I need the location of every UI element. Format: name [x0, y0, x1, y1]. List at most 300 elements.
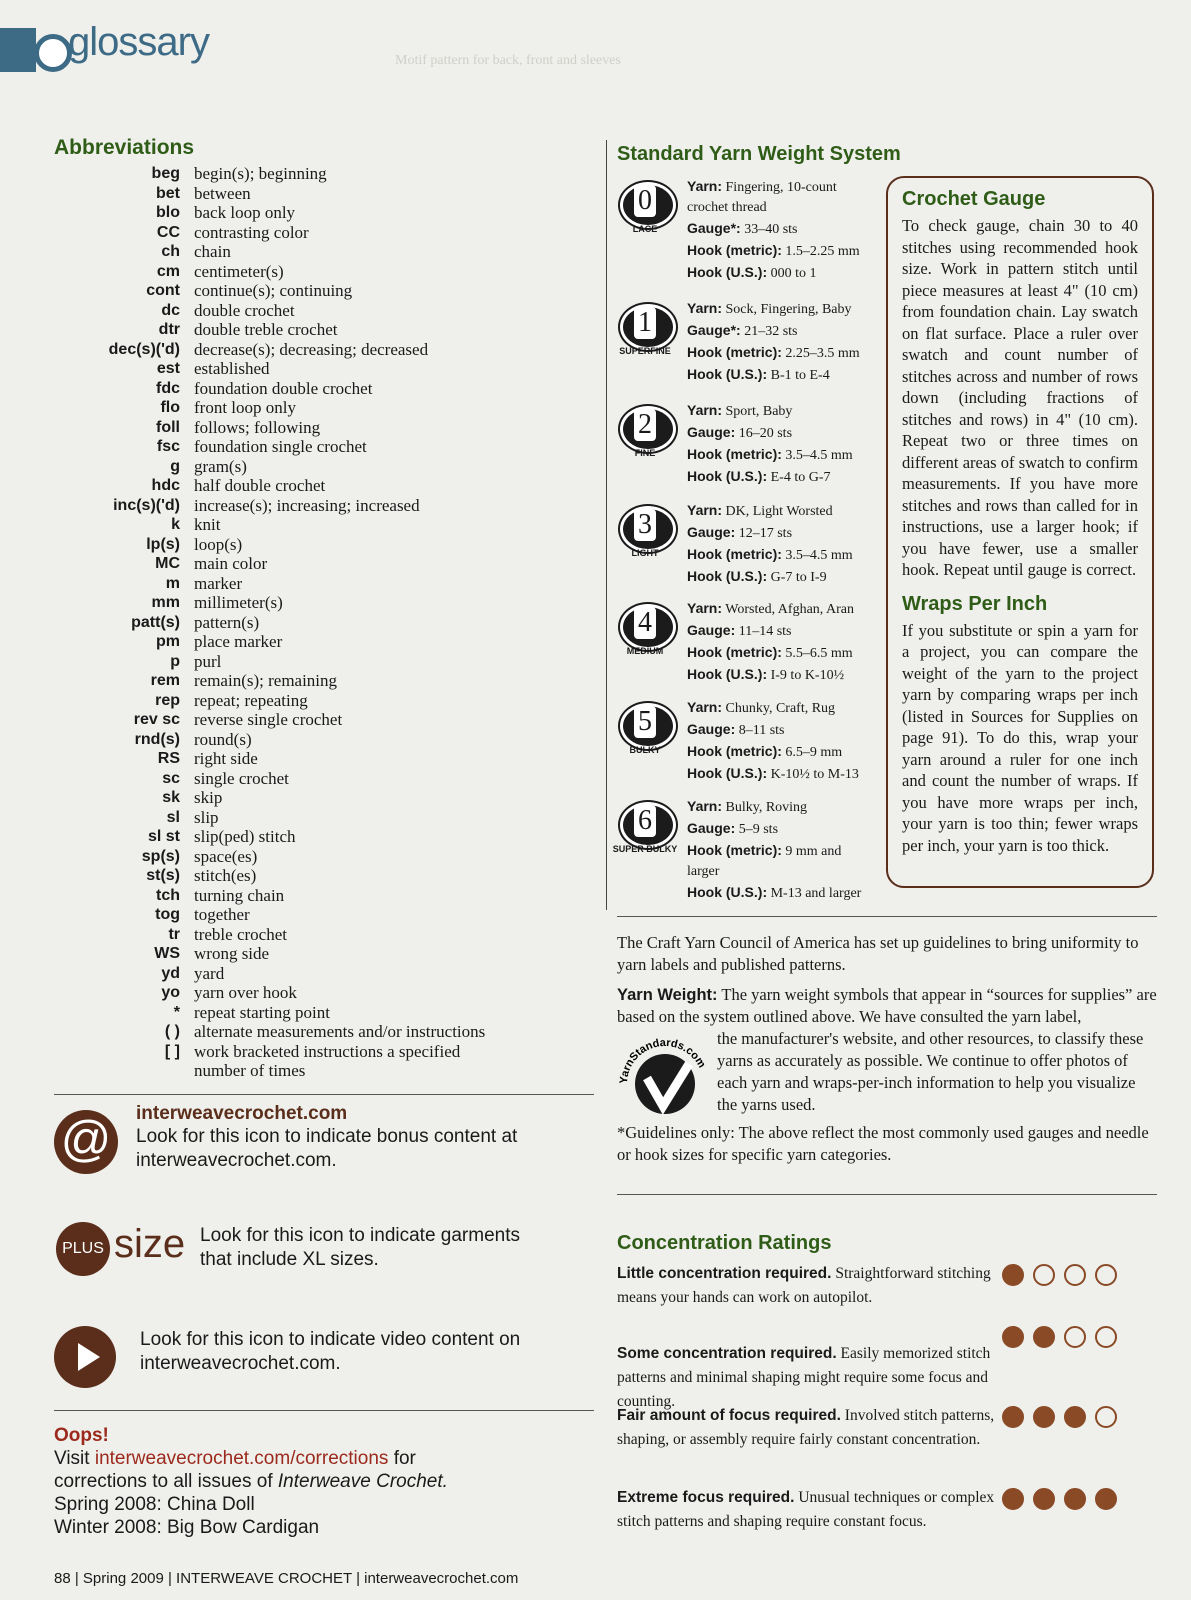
- abbreviation-row: [54, 223, 594, 243]
- abbreviation-row: [54, 691, 594, 711]
- yarn-types: Worsted, Afghan, Aran: [725, 602, 854, 617]
- yarn-types: Fingering, 10-count: [725, 180, 837, 195]
- yarn-weight-details: [687, 298, 860, 386]
- hook-us-value: G-7 to I-9: [770, 570, 827, 585]
- hook-metric-value: 2.25–3.5 mm: [785, 346, 860, 361]
- abbreviation-row: [54, 379, 594, 399]
- yarn-weight-category: MEDIUM: [626, 646, 664, 656]
- oops-section: [54, 1424, 448, 1539]
- filled-dot-icon: [1064, 1406, 1086, 1428]
- yarn-weight-number: 2: [634, 409, 656, 441]
- abbreviation-row: [54, 1022, 594, 1042]
- yarn-weight-details: [687, 176, 860, 284]
- divider: [54, 1094, 594, 1095]
- gauge-label: Gauge:: [687, 721, 736, 737]
- bonus-content-text-2: interweavecrochet.com.: [136, 1150, 337, 1171]
- abbreviation-key: *: [173, 1003, 180, 1021]
- abbreviation-meaning: repeat starting point: [194, 1002, 330, 1022]
- gauge-text: To check gauge, chain 30 to 40 stitches using recommended hook size. Work in pattern stitch until piece measures at least 4" (10 cm) from foundation chain. Lay swatch on flat surface. Place a ruler over swatch and count number of stitches across and number of rows down (including fractions of stitches and rows) in 4" (10 cm). Repeat two or three times on different areas of swatch to confirm measurements. If you have more stitches and rows than called for in instructions, use a larger hook; if you have fewer, use a smaller hook. Repeat until gauge is correct.: [902, 216, 1138, 579]
- abbreviation-meaning: chain: [194, 242, 231, 261]
- wpi-title: Wraps Per Inch: [902, 592, 1048, 615]
- yarn-weight-icon: [617, 802, 673, 842]
- abbreviation-key: sc: [162, 769, 180, 787]
- yarn-weight-icon: [617, 406, 673, 446]
- abbreviation-row: [54, 515, 594, 535]
- hook-metric-label: Hook (metric):: [687, 446, 782, 462]
- abbreviation-key: hdc: [151, 477, 180, 494]
- abbreviation-meaning: front loop only: [194, 398, 296, 417]
- correction-item: Spring 2008: China Doll: [54, 1494, 255, 1515]
- empty-dot-icon: [1095, 1326, 1117, 1348]
- yarn-weight-category: LIGHT: [631, 548, 659, 558]
- abbreviation-key: g: [170, 457, 180, 475]
- yarn-weight-category: FINE: [634, 448, 656, 458]
- abbreviation-meaning: follows; following: [194, 417, 321, 437]
- abbreviation-key: yo: [161, 984, 180, 1001]
- abbreviation-key: tr: [168, 925, 180, 943]
- hook-us-label: Hook (U.S.):: [687, 765, 768, 781]
- abbreviation-key: est: [156, 360, 180, 377]
- size-word: size: [114, 1222, 186, 1266]
- header-circle-icon: [34, 34, 72, 72]
- yarn-weight-details: [687, 796, 877, 904]
- gauge-label: Gauge*:: [687, 220, 741, 236]
- abbreviation-row: [54, 535, 594, 555]
- abbreviation-key: [ ]: [164, 1042, 180, 1060]
- filled-dot-icon: [1002, 1406, 1024, 1428]
- abbreviation-row: [54, 574, 594, 594]
- yarn-weight-category: SUPER BULKY: [612, 844, 678, 854]
- abbreviation-key: tog: [155, 906, 180, 923]
- hook-us-label: Hook (U.S.):: [687, 264, 768, 280]
- cya-intro: The Craft Yarn Council of America has set up guidelines to bring uniformity to yarn labels and published patterns.: [617, 933, 1139, 974]
- abbreviation-key: rep: [155, 691, 180, 709]
- abbreviation-key: foll: [156, 418, 180, 436]
- abbreviation-key: flo: [160, 399, 180, 416]
- abbreviation-meaning: alternate measurements and/or instructions: [194, 1022, 486, 1041]
- abbreviation-row: [54, 554, 594, 574]
- abbreviation-meaning: round(s): [194, 729, 252, 749]
- abbreviation-meaning: stitch(es): [194, 866, 257, 885]
- abbreviation-key: ch: [161, 243, 180, 260]
- abbreviation-meaning: right side: [194, 749, 258, 768]
- yarn-types: Sport, Baby: [725, 404, 793, 419]
- gauge-label: Gauge:: [687, 820, 736, 836]
- abbreviation-row: [54, 808, 594, 828]
- oops-for: for: [388, 1448, 416, 1469]
- abbreviation-key: ( ): [164, 1023, 180, 1040]
- filled-dot-icon: [1002, 1326, 1024, 1348]
- hook-us-label: Hook (U.S.):: [687, 468, 768, 484]
- abbreviation-meaning: established: [194, 359, 270, 378]
- correction-item: Winter 2008: Big Bow Cardigan: [54, 1517, 320, 1538]
- abbreviation-meaning: repeat; repeating: [194, 690, 308, 710]
- abbreviation-row: [54, 242, 594, 262]
- yarn-weight-category: SUPERFINE: [619, 346, 671, 356]
- abbreviation-key: inc(s)('d): [113, 496, 180, 514]
- abbreviation-row: [54, 164, 594, 184]
- abbreviation-meaning: foundation single crochet: [194, 437, 367, 456]
- bonus-content-text: Look for this icon to indicate bonus content at: [136, 1126, 518, 1147]
- hook-metric-label: Hook (metric):: [687, 242, 782, 258]
- abbreviation-meaning: foundation double crochet: [194, 378, 373, 398]
- abbreviation-key: k: [171, 516, 180, 533]
- abbreviation-key: fdc: [156, 379, 180, 397]
- page-footer: 88 | Spring 2009 | INTERWEAVE CROCHET | interweavecrochet.com: [54, 1570, 519, 1587]
- abbreviation-key: dc: [161, 301, 180, 319]
- abbreviation-row: [54, 1003, 594, 1023]
- yarn-weight-icon: [617, 304, 673, 344]
- abbreviation-key: rev sc: [133, 711, 180, 728]
- hook-us-value: E-4 to G-7: [770, 470, 831, 485]
- abbreviation-row: [54, 1061, 594, 1081]
- abbreviation-row: [54, 788, 594, 808]
- abbreviation-key: tch: [156, 886, 180, 904]
- yarn-label: Yarn:: [687, 699, 723, 715]
- plus-size-text: Look for this icon to indicate garments: [200, 1225, 521, 1246]
- magazine-name: Interweave Crochet.: [277, 1471, 448, 1492]
- abbreviation-row: [54, 632, 594, 652]
- filled-dot-icon: [1064, 1488, 1086, 1510]
- yarn-weight-icon: [617, 604, 673, 644]
- abbreviation-key: patt(s): [131, 613, 180, 631]
- abbreviation-meaning: increase(s); increasing; increased: [194, 495, 420, 515]
- concentration-rating: [617, 1486, 997, 1534]
- abbreviation-key: [54, 1061, 194, 1081]
- rating-description: Easily memorized stitch patterns and minimal shaping might require some focus and counting.: [617, 1345, 991, 1410]
- abbreviation-key: yd: [161, 964, 180, 982]
- yarn-weight-para: [617, 984, 1157, 1028]
- yarn-label: Yarn:: [687, 178, 723, 194]
- abbreviation-key: sl: [166, 808, 180, 826]
- abbreviation-row: [54, 983, 594, 1003]
- abbreviation-row: [54, 613, 594, 633]
- gauge-value: 12–17 sts: [738, 526, 793, 541]
- abbreviation-row: [54, 866, 594, 886]
- hook-us-value: 000 to 1: [770, 266, 817, 281]
- abbreviation-meaning: treble crochet: [194, 924, 287, 944]
- abbreviation-meaning: number of times: [194, 1061, 306, 1080]
- header-band: [0, 28, 36, 72]
- abbreviation-row: [54, 944, 594, 964]
- rating-label: Fair amount of focus required.: [617, 1407, 841, 1424]
- gauge-value: 11–14 sts: [738, 624, 792, 639]
- rating-description: Involved stitch patterns, shaping, or assembly require fairly constant concentration.: [617, 1407, 995, 1448]
- wpi-text: If you substitute or spin a yarn for a project, you can compare the weight of the yarn to the project yarn by comparing wraps per inch (listed in Sources for Supplies on page 91). To do this, wrap your yarn around a ruler for one inch and count the number of wraps. If you have more wraps per inch, your yarn is too thin; fewer wraps per inch, your yarn is too thick.: [902, 620, 1138, 855]
- filled-dot-icon: [1033, 1406, 1055, 1428]
- abbreviation-row: [54, 1042, 594, 1062]
- oops-title: Oops!: [54, 1425, 109, 1446]
- gauge-value: 33–40 sts: [744, 222, 798, 237]
- rating-description: Unusual techniques or complex stitch patterns and shaping require constant focus.: [617, 1489, 995, 1530]
- filled-dot-icon: [1002, 1264, 1024, 1286]
- hook-metric-label: Hook (metric):: [687, 644, 782, 660]
- gauge-label: Gauge:: [687, 424, 736, 440]
- abbreviation-meaning: continue(s); continuing: [194, 281, 353, 300]
- yarn-weight-number: 5: [634, 706, 656, 738]
- filled-dot-icon: [1033, 1488, 1055, 1510]
- abbreviation-key: blo: [156, 204, 180, 221]
- yarn-weight-details: [687, 598, 854, 686]
- concentration-rating: [617, 1404, 997, 1452]
- abbreviation-meaning: pattern(s): [194, 612, 260, 632]
- at-sign-icon: @: [54, 1110, 118, 1174]
- plus-size-icon: [56, 1222, 110, 1276]
- guidelines-footnote: *Guidelines only: The above reflect the most commonly used gauges and needle or hook sizes for specific yarn categories.: [617, 1123, 1149, 1164]
- abbreviations-list: [54, 164, 594, 1081]
- gauge-value: 8–11 sts: [738, 723, 785, 738]
- concentration-heading: Concentration Ratings: [617, 1232, 832, 1254]
- abbreviation-meaning: yard: [194, 963, 225, 983]
- crochet-gauge-box: [886, 176, 1154, 888]
- hook-us-label: Hook (U.S.):: [687, 666, 768, 682]
- hook-us-label: Hook (U.S.):: [687, 568, 768, 584]
- yarn-weight-heading: Standard Yarn Weight System: [617, 143, 901, 165]
- abbreviation-key: beg: [151, 165, 180, 182]
- yarn-types-2: crochet thread: [687, 200, 767, 215]
- abbreviation-meaning: begin(s); beginning: [194, 164, 327, 183]
- abbreviation-key: sl st: [147, 828, 180, 845]
- bleed-through-text: Motif pattern for back, front and sleeves: [395, 53, 621, 68]
- yarn-weight-icon: [617, 703, 673, 743]
- yarn-weight-details: [687, 500, 853, 588]
- yarn-label: Yarn:: [687, 600, 723, 616]
- abbreviation-row: [54, 847, 594, 867]
- hook-us-value: I-9 to K-10½: [770, 668, 845, 683]
- abbreviation-row: [54, 496, 594, 516]
- abbreviation-key: WS: [154, 945, 180, 962]
- abbreviation-row: [54, 301, 594, 321]
- empty-dot-icon: [1095, 1264, 1117, 1286]
- hook-us-value: K-10½ to M-13: [770, 767, 859, 782]
- plus-label: PLUS: [62, 1240, 104, 1257]
- abbreviation-meaning: decrease(s); decreasing; decreased: [194, 339, 429, 359]
- abbreviation-meaning: contrasting color: [194, 222, 309, 242]
- abbreviation-key: pm: [156, 633, 180, 650]
- yarn-weight-para-2: the manufacturer's website, and other resources, to classify these yarns as accurately as possible. We continue to offer photos of each yarn and wraps-per-inch information to help you visualize the yarns used.: [717, 1029, 1144, 1114]
- abbreviation-meaning: slip(ped) stitch: [194, 827, 296, 846]
- abbreviation-row: [54, 905, 594, 925]
- gauge-title: Crochet Gauge: [902, 188, 1046, 210]
- yarn-types: Chunky, Craft, Rug: [725, 701, 836, 716]
- abbreviation-meaning: back loop only: [194, 203, 296, 222]
- yarn-weight-details: [687, 400, 853, 488]
- abbreviation-row: [54, 184, 594, 204]
- abbreviation-meaning: work bracketed instructions a specified: [194, 1041, 461, 1061]
- yarn-label: Yarn:: [687, 300, 723, 316]
- hook-metric-value: 3.5–4.5 mm: [785, 548, 853, 563]
- yarn-label: Yarn:: [687, 502, 723, 518]
- abbreviation-meaning: slip: [194, 807, 219, 827]
- abbreviation-row: [54, 457, 594, 477]
- yarn-weight-number: 3: [634, 509, 656, 541]
- abbreviation-meaning: skip: [194, 788, 223, 807]
- oops-line2: corrections to all issues of: [54, 1471, 278, 1492]
- gauge-value: 21–32 sts: [744, 324, 798, 339]
- abbreviation-meaning: loop(s): [194, 534, 243, 554]
- abbreviation-row: [54, 203, 594, 223]
- gauge-label: Gauge:: [687, 622, 736, 638]
- abbreviation-row: [54, 418, 594, 438]
- rating-dots: [1002, 1326, 1117, 1348]
- page-title: glossary: [68, 20, 209, 64]
- abbreviation-meaning: millimeter(s): [194, 593, 283, 612]
- abbreviation-key: dtr: [158, 321, 180, 338]
- abbreviation-meaning: turning chain: [194, 885, 285, 905]
- abbreviation-row: [54, 652, 594, 672]
- abbreviation-key: rnd(s): [134, 730, 180, 748]
- abbreviation-row: [54, 671, 594, 691]
- abbreviation-meaning: wrong side: [194, 944, 270, 963]
- abbreviation-meaning: between: [194, 183, 251, 203]
- yarn-standards-logo: [617, 1036, 713, 1132]
- filled-dot-icon: [1033, 1326, 1055, 1348]
- gauge-label: Gauge*:: [687, 322, 741, 338]
- empty-dot-icon: [1095, 1406, 1117, 1428]
- empty-dot-icon: [1064, 1326, 1086, 1348]
- abbreviation-row: [54, 710, 594, 730]
- hook-metric-label: Hook (metric):: [687, 344, 782, 360]
- abbreviation-key: cont: [146, 282, 180, 299]
- yarn-types: Bulky, Roving: [725, 800, 808, 815]
- rating-label: Extreme focus required.: [617, 1489, 795, 1506]
- hook-metric-value: 5.5–6.5 mm: [785, 646, 853, 661]
- abbreviation-row: [54, 886, 594, 906]
- abbreviation-row: [54, 964, 594, 984]
- empty-dot-icon: [1064, 1264, 1086, 1286]
- hook-metric-label: Hook (metric):: [687, 743, 782, 759]
- play-video-icon: [54, 1326, 116, 1388]
- abbreviation-key: mm: [151, 594, 180, 611]
- yarn-weight-number: 0: [634, 185, 656, 217]
- divider: [617, 916, 1157, 917]
- abbreviation-row: [54, 730, 594, 750]
- concentration-rating: [617, 1262, 997, 1310]
- yarn-weight-details: [687, 697, 859, 785]
- gauge-value: 5–9 sts: [738, 822, 779, 837]
- abbreviation-row: [54, 925, 594, 945]
- abbreviation-row: [54, 827, 594, 847]
- divider: [617, 1194, 1157, 1195]
- abbreviations-heading: Abbreviations: [54, 136, 195, 159]
- hook-metric-value: 1.5–2.25 mm: [785, 244, 860, 259]
- column-divider: [606, 140, 607, 910]
- video-content-text: Look for this icon to indicate video content on: [140, 1329, 521, 1350]
- video-content-text-2: interweavecrochet.com.: [140, 1353, 341, 1374]
- yarn-weight-number: 6: [634, 805, 656, 837]
- abbreviation-row: [54, 769, 594, 789]
- abbreviation-meaning: double treble crochet: [194, 320, 338, 339]
- rating-dots: [1002, 1264, 1117, 1286]
- abbreviation-meaning: knit: [194, 515, 221, 534]
- yarn-weight-number: 4: [634, 607, 656, 639]
- logo-text: YarnStandards.com: [617, 1036, 708, 1085]
- yarn-label: Yarn:: [687, 798, 723, 814]
- yarn-types: DK, Light Worsted: [725, 504, 833, 519]
- abbreviation-row: [54, 749, 594, 769]
- abbreviation-key: lp(s): [146, 535, 180, 553]
- hook-us-label: Hook (U.S.):: [687, 366, 768, 382]
- hook-us-label: Hook (U.S.):: [687, 884, 768, 900]
- yarn-weight-text: The yarn weight symbols that appear in “sources for supplies” are based on the system outlined above. We have consulted the yarn label,: [617, 985, 1157, 1026]
- hook-metric-value: 3.5–4.5 mm: [785, 448, 853, 463]
- abbreviation-meaning: place marker: [194, 632, 283, 651]
- yarn-weight-category: LACE: [632, 224, 658, 234]
- hook-us-value: B-1 to E-4: [770, 368, 830, 383]
- rating-label: Little concentration required.: [617, 1265, 832, 1282]
- abbreviation-meaning: gram(s): [194, 456, 247, 476]
- gauge-label: Gauge:: [687, 524, 736, 540]
- rating-dots: [1002, 1488, 1117, 1510]
- abbreviation-row: [54, 476, 594, 496]
- abbreviation-row: [54, 262, 594, 282]
- hook-metric-value: 6.5–9 mm: [785, 745, 843, 760]
- abbreviation-key: m: [165, 574, 180, 592]
- yarn-weight-number: 1: [634, 307, 656, 339]
- plus-size-text-2: that include XL sizes.: [200, 1249, 379, 1270]
- abbreviation-meaning: yarn over hook: [194, 983, 297, 1002]
- abbreviation-meaning: single crochet: [194, 768, 289, 788]
- abbreviation-row: [54, 320, 594, 340]
- abbreviation-meaning: main color: [194, 554, 268, 573]
- abbreviation-row: [54, 437, 594, 457]
- abbreviation-meaning: together: [194, 905, 250, 924]
- filled-dot-icon: [1095, 1488, 1117, 1510]
- abbreviation-key: cm: [156, 262, 180, 280]
- oops-visit: Visit: [54, 1448, 95, 1469]
- abbreviation-row: [54, 398, 594, 418]
- abbreviation-key: sk: [162, 789, 180, 806]
- empty-dot-icon: [1033, 1264, 1055, 1286]
- hook-metric-label: Hook (metric):: [687, 546, 782, 562]
- rating-dots: [1002, 1406, 1117, 1428]
- divider: [54, 1410, 594, 1411]
- abbreviation-row: [54, 359, 594, 379]
- website-link[interactable]: interweavecrochet.com: [136, 1103, 348, 1124]
- abbreviation-meaning: remain(s); remaining: [194, 671, 338, 690]
- hook-metric-label: Hook (metric):: [687, 842, 782, 858]
- yarn-label: Yarn:: [687, 402, 723, 418]
- abbreviation-key: p: [170, 652, 180, 670]
- gauge-value: 16–20 sts: [738, 426, 793, 441]
- abbreviation-key: MC: [155, 555, 180, 572]
- abbreviation-meaning: purl: [194, 651, 222, 671]
- yarn-weight-label: Yarn Weight:: [617, 986, 718, 1004]
- abbreviation-meaning: half double crochet: [194, 476, 326, 495]
- abbreviation-meaning: centimeter(s): [194, 261, 284, 281]
- abbreviation-key: CC: [156, 223, 180, 241]
- abbreviation-meaning: marker: [194, 573, 243, 593]
- abbreviation-key: rem: [150, 672, 180, 689]
- yarn-weight-icon: [617, 506, 673, 546]
- hook-us-value: M-13 and larger: [770, 886, 862, 901]
- abbreviation-key: RS: [157, 750, 180, 767]
- abbreviation-meaning: reverse single crochet: [194, 710, 343, 729]
- yarn-weight-category: BULKY: [629, 745, 661, 755]
- yarn-weight-icon: [617, 182, 673, 222]
- abbreviation-meaning: space(es): [194, 846, 258, 866]
- rating-description: Straightforward stitching means your hands can work on autopilot.: [617, 1265, 991, 1306]
- corrections-link[interactable]: interweavecrochet.com/corrections: [94, 1448, 389, 1469]
- abbreviation-key: bet: [156, 184, 180, 202]
- abbreviation-key: fsc: [156, 438, 180, 455]
- abbreviation-meaning: double crochet: [194, 300, 295, 320]
- filled-dot-icon: [1002, 1488, 1024, 1510]
- abbreviation-key: sp(s): [141, 847, 180, 865]
- rating-label: Some concentration required.: [617, 1345, 837, 1362]
- abbreviation-row: [54, 281, 594, 301]
- abbreviation-key: st(s): [146, 867, 180, 884]
